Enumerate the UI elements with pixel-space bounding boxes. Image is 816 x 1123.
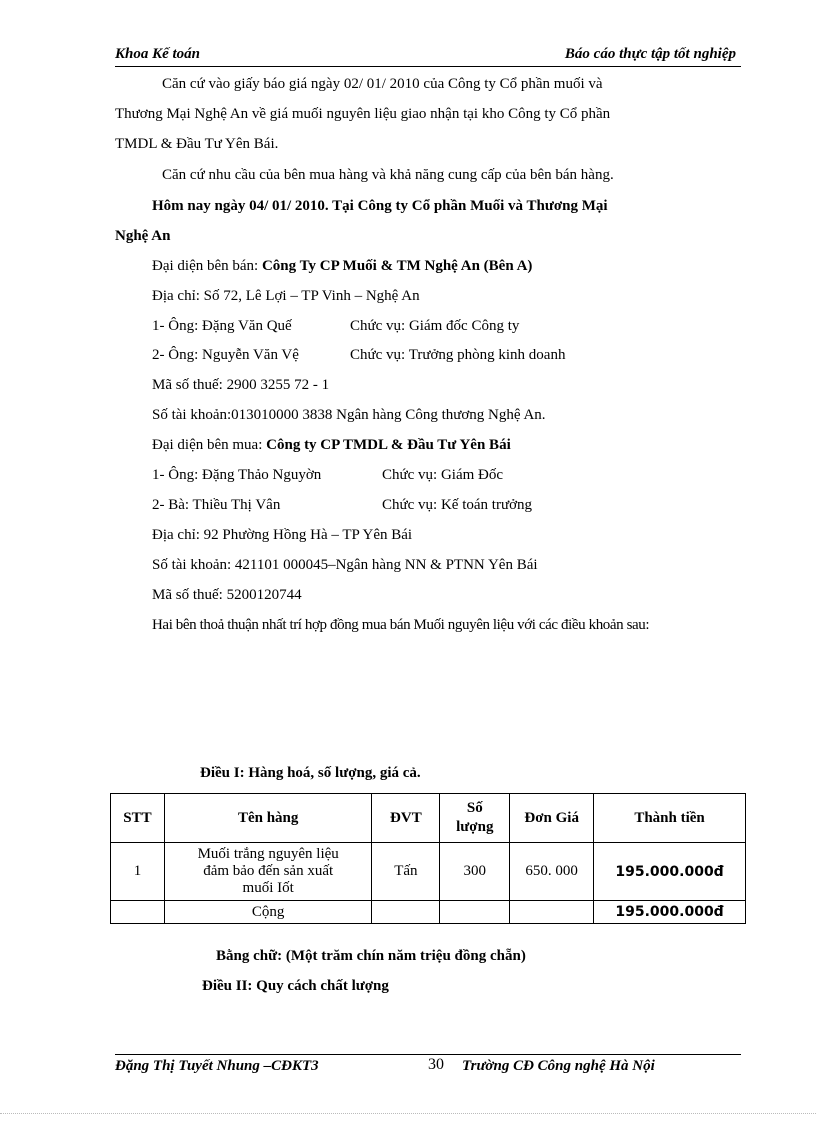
today-line1: Hôm nay ngày 04/ 01/ 2010. Tại Công ty Cổ phần Muối và Thương Mại (152, 198, 608, 214)
seller-role2: Chức vụ: Trưởng phòng kinh doanh (350, 347, 566, 363)
table-header-row (111, 794, 746, 843)
header-unit: ĐVT (372, 794, 440, 843)
cell-qty: 300 (440, 843, 510, 901)
buyer-line (152, 437, 511, 454)
para1-line1: Căn cứ vào giấy báo giá ngày 02/ 01/ 2010 của Công ty Cổ phần muối và (162, 76, 603, 92)
cell-name-line2: đảm bảo đến sản xuất (203, 863, 334, 879)
seller-address: Địa chỉ: Số 72, Lê Lợi – TP Vinh – Nghệ An (152, 288, 420, 304)
cell-stt: 1 (111, 843, 165, 901)
cell-name-line3: muối Iốt (242, 880, 294, 896)
buyer-tax: Mã số thuế: 5200120744 (152, 587, 302, 603)
seller-line (152, 258, 532, 275)
buyer-role2: Chức vụ: Kế toán trưởng (382, 497, 532, 513)
today-line2: Nghệ An (115, 228, 171, 244)
cell-name (164, 843, 371, 901)
seller-role1: Chức vụ: Giám đốc Công ty (350, 318, 520, 334)
header-qty (440, 794, 510, 843)
buyer-role1: Chức vụ: Giám Đốc (382, 467, 504, 483)
footer-page-number: 30 (428, 1056, 444, 1073)
buyer-person1: 1- Ông: Đặng Thảo Nguyờn (152, 467, 322, 483)
article1-title: Điều I: Hàng hoá, số lượng, giá cả. (200, 765, 421, 781)
sum-label: Cộng (164, 901, 371, 924)
header-qty-line1: Số (466, 800, 483, 816)
cell-total: 195.000.000đ (594, 843, 746, 901)
header-rule (115, 66, 741, 67)
footer-author: Đặng Thị Tuyết Nhung –CĐKT3 (115, 1058, 319, 1074)
buyer-address: Địa chỉ: 92 Phường Hồng Hà – TP Yên Bái (152, 527, 413, 543)
sum-empty-4 (510, 901, 594, 924)
para1-line3: TMDL & Đầu Tư Yên Bái. (115, 136, 279, 152)
page-bottom-border (0, 1095, 816, 1114)
para2: Căn cứ nhu cầu của bên mua hàng và khả năng cung cấp của bên bán hàng. (162, 167, 614, 183)
seller-person2: 2- Ông: Nguyễn Văn Vệ (152, 347, 299, 363)
buyer-account: Số tài khoản: 421101 000045–Ngân hàng NN & PTNN Yên Bái (152, 557, 538, 573)
cell-name-line1: Muối trắng nguyên liệu (197, 846, 339, 862)
header-total: Thành tiền (594, 794, 746, 843)
header-price: Đơn Giá (510, 794, 594, 843)
sum-empty-2 (372, 901, 440, 924)
buyer-label: Đại diện bên mua: (152, 437, 263, 453)
header-stt: STT (111, 794, 165, 843)
table-sum-row (111, 901, 746, 924)
seller-tax: Mã số thuế: 2900 3255 72 - 1 (152, 377, 330, 393)
footer-rule (115, 1054, 741, 1055)
header-left: Khoa Kế toán (115, 46, 201, 62)
cell-unit: Tấn (372, 843, 440, 901)
table-row (111, 843, 746, 901)
seller-name: Công Ty CP Muối & TM Nghệ An (Bên A) (261, 258, 533, 274)
buyer-person2: 2- Bà: Thiều Thị Vân (152, 497, 281, 513)
seller-label: Đại diện bên bán: (152, 258, 259, 274)
footer-school: Trường CĐ Công nghệ Hà Nội (462, 1058, 655, 1074)
sum-empty-3 (440, 901, 510, 924)
header-right: Báo cáo thực tập tốt nghiệp (564, 46, 736, 62)
sum-total: 195.000.000đ (594, 901, 746, 924)
header-qty-line2: lượng (456, 819, 494, 835)
para1-line2: Thương Mại Nghệ An về giá muối nguyên liệu giao nhận tại kho Công ty Cổ phần (115, 106, 611, 122)
buyer-name: Công ty CP TMDL & Đầu Tư Yên Bái (266, 437, 511, 453)
sum-empty-1 (111, 901, 165, 924)
header-name: Tên hàng (164, 794, 371, 843)
seller-person1: 1- Ông: Đặng Văn Quế (152, 318, 292, 334)
cell-price: 650. 000 (510, 843, 594, 901)
in-words: Bằng chữ: (Một trăm chín năm triệu đồng chẵn) (216, 948, 526, 964)
seller-account: Số tài khoản:013010000 3838 Ngân hàng Công thương Nghệ An. (152, 407, 546, 423)
agreement: Hai bên thoả thuận nhất trí hợp đồng mua bán Muối nguyên liệu với các điều khoản sau: (152, 617, 650, 633)
goods-table (110, 793, 746, 924)
article2-title: Điều II: Quy cách chất lượng (202, 978, 389, 994)
